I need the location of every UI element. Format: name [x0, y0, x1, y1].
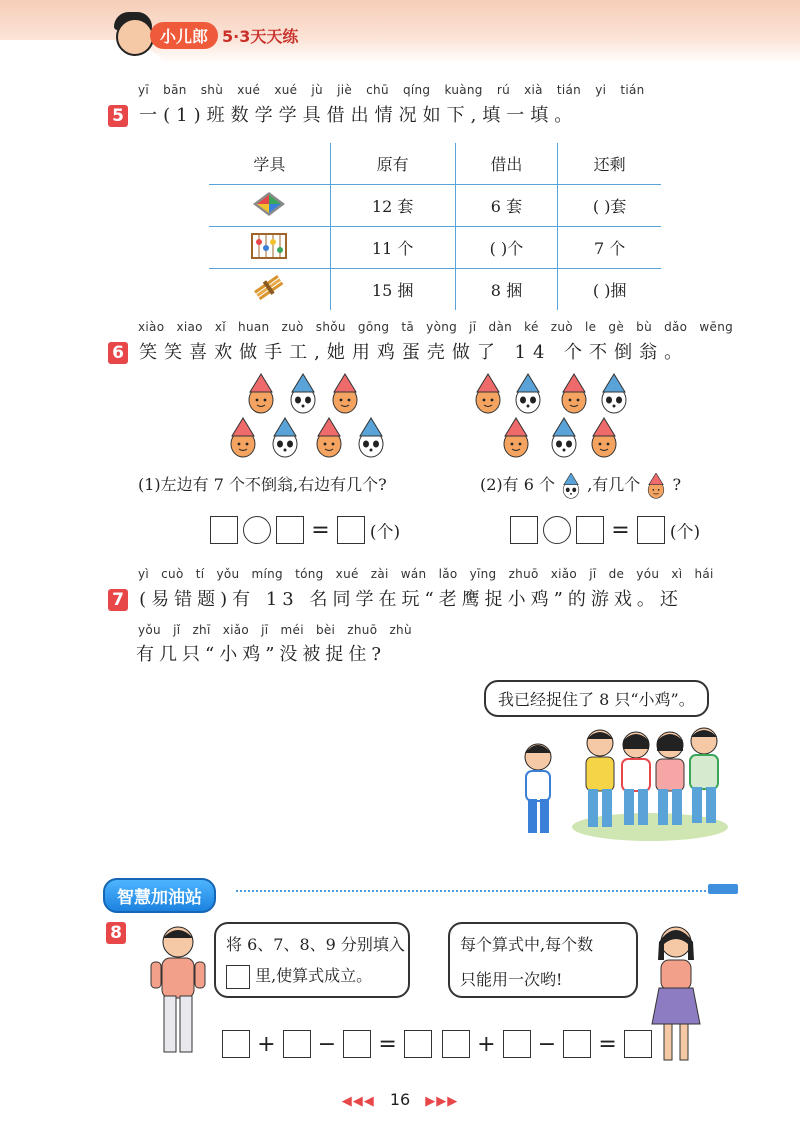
table-header-row [208, 142, 662, 185]
table-cell: 15 捆 [330, 269, 455, 312]
right-arrows: ▶▶▶ [425, 1094, 459, 1109]
minus-sign: − [537, 1031, 557, 1057]
q6-pinyin: xiào xiao xǐ huan zuò shǒu gōng tā yòng jī dàn ké zuò le gè bù dǎo wēng [138, 320, 734, 334]
q8-equation-2 [442, 1030, 652, 1058]
q6-sub2-end: ? [672, 475, 682, 494]
table-cell: 7 个 [558, 227, 662, 269]
answer-box[interactable] [337, 516, 365, 544]
pencil-icon [708, 884, 738, 894]
bubble-left [214, 922, 410, 998]
operator-circle[interactable] [543, 516, 571, 544]
table-row [208, 185, 662, 227]
q5-line [108, 101, 578, 127]
table-cell: 8 捆 [455, 269, 558, 312]
table-header: 学具 [208, 142, 330, 185]
q7-text-2: 有几只“小鸡”没被捉住? [136, 644, 387, 665]
answer-cell[interactable]: ( )个 [455, 227, 558, 269]
table-row [208, 227, 662, 269]
left-arrows: ◀◀◀ [341, 1094, 375, 1109]
boy-illustration [146, 922, 210, 1062]
answer-cell[interactable]: ( )捆 [558, 269, 662, 312]
series-title: 5·3天天练 [222, 27, 299, 46]
bubble-left-line-1: 将 6、7、8、9 分别填入 [226, 935, 405, 954]
section-title: 智慧加油站 [103, 878, 216, 913]
q7-line-1 [108, 585, 683, 611]
plus-sign: + [257, 1031, 276, 1057]
answer-box[interactable] [283, 1030, 311, 1058]
abacus-icon [208, 227, 330, 269]
stick-bundle-icon [208, 269, 330, 312]
q6-text: 笑笑喜欢做手工,她用鸡蛋壳做了 14 个不倒翁。 [139, 342, 690, 363]
q8-number: 8 [106, 922, 126, 944]
equals-sign: = [598, 1031, 617, 1057]
equals-sign: = [611, 517, 630, 543]
q6-sub1: (1)左边有 7 个不倒翁,右边有几个? [138, 475, 387, 494]
brand-logo: 小儿郎 [150, 22, 218, 49]
bubble-left-line-2: 里,使算式成立。 [255, 966, 373, 985]
answer-box[interactable] [563, 1030, 591, 1058]
unit-label: (个) [669, 522, 701, 543]
q6-equation-1 [210, 516, 400, 544]
q7-text-1: (易错题)有 13 名同学在玩“老鹰捉小鸡”的游戏。还 [139, 589, 683, 610]
sample-box [226, 965, 250, 989]
q6-sub2-mid: ,有几个 [587, 475, 641, 494]
egg-tumbler-icon [645, 473, 667, 499]
q7-pinyin-2: yǒu jǐ zhī xiǎo jī méi bèi zhuō zhù [138, 623, 412, 637]
equals-sign: = [311, 517, 330, 543]
q6-sub2-prefix: (2)有 6 个 [480, 475, 556, 494]
bubble-right-line-2: 只能用一次哟! [460, 970, 563, 989]
answer-box[interactable] [404, 1030, 432, 1058]
operator-circle[interactable] [243, 516, 271, 544]
table-cell: 11 个 [330, 227, 455, 269]
table-row [208, 269, 662, 312]
answer-box[interactable] [442, 1030, 470, 1058]
answer-box[interactable] [276, 516, 304, 544]
kids-playing-illustration [500, 715, 730, 855]
q6-line [108, 338, 689, 364]
answer-box[interactable] [510, 516, 538, 544]
page-footer [0, 1090, 800, 1109]
table-header: 还剩 [558, 142, 662, 185]
q8-equation-1 [222, 1030, 432, 1058]
answer-box[interactable] [343, 1030, 371, 1058]
q6-sub2 [480, 472, 681, 499]
table-header: 原有 [330, 142, 455, 185]
answer-box[interactable] [503, 1030, 531, 1058]
bubble-right-line-1: 每个算式中,每个数 [460, 935, 594, 954]
left-tumbler-group [225, 372, 415, 462]
q6-number: 6 [108, 342, 128, 364]
section-divider [236, 890, 706, 892]
answer-box[interactable] [576, 516, 604, 544]
q7-pinyin-1: yì cuò tí yǒu míng tóng xué zài wán lǎo yīng zhuō xiǎo jī de yóu xì hái [138, 567, 714, 581]
bubble-left-line-2-wrap [226, 963, 398, 989]
girl-illustration [644, 920, 708, 1066]
plus-sign: + [477, 1031, 496, 1057]
right-tumbler-group [472, 372, 642, 462]
unit-label: (个) [369, 522, 401, 543]
answer-cell[interactable]: ( )套 [558, 185, 662, 227]
borrow-table [207, 141, 663, 312]
answer-box[interactable] [210, 516, 238, 544]
equals-sign: = [378, 1031, 397, 1057]
answer-box[interactable] [624, 1030, 652, 1058]
q5-pinyin: yī bān shù xué xué jù jiè chū qíng kuàng rú xià tián yi tián [138, 83, 645, 97]
table-cell: 12 套 [330, 185, 455, 227]
bubble-right [448, 922, 638, 998]
table-cell: 6 套 [455, 185, 558, 227]
minus-sign: − [317, 1031, 337, 1057]
tangram-board-icon [208, 185, 330, 227]
mascot-icon [116, 18, 154, 56]
answer-box[interactable] [637, 516, 665, 544]
q7-number: 7 [108, 589, 128, 611]
q8-line [106, 922, 126, 944]
q5-number: 5 [108, 105, 128, 127]
q5-text: 一(1)班数学学具借出情况如下,填一填。 [139, 105, 579, 126]
speech-bubble: 我已经捉住了 8 只“小鸡”。 [484, 680, 709, 717]
panda-tumbler-icon [560, 473, 582, 499]
q6-equation-2 [510, 516, 700, 544]
answer-box[interactable] [222, 1030, 250, 1058]
page-number: 16 [389, 1090, 411, 1109]
table-header: 借出 [455, 142, 558, 185]
